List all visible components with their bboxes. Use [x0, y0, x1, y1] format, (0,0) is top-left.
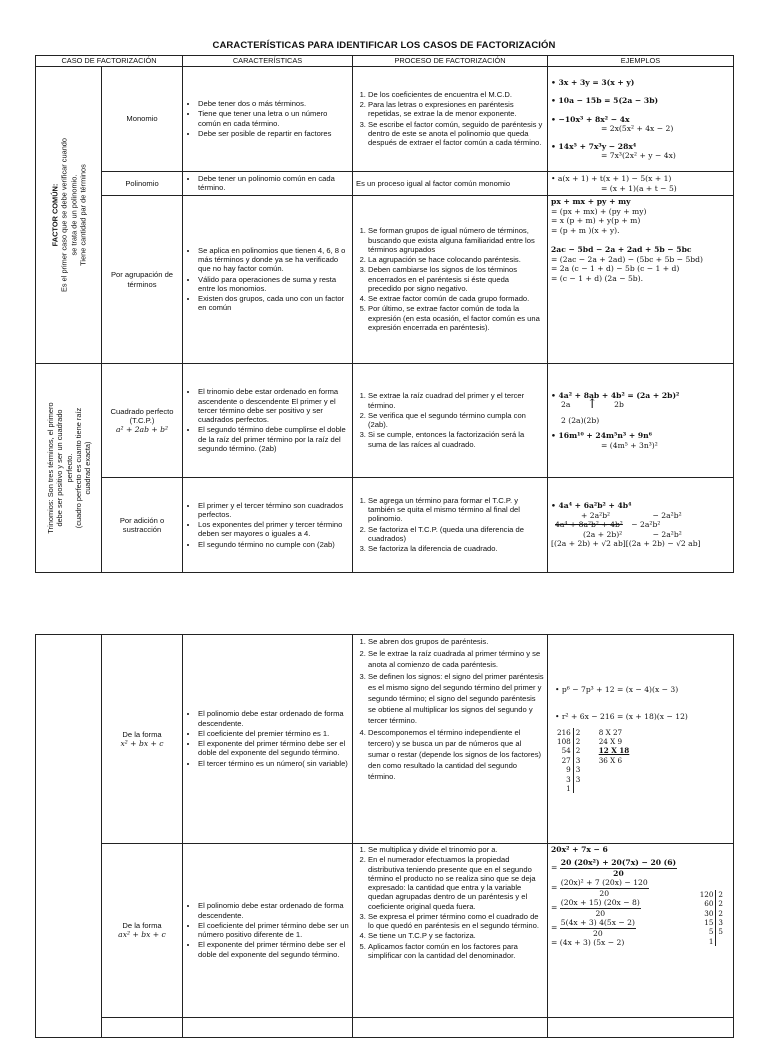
group-factor-comun [36, 67, 102, 364]
group-trinomios [36, 364, 102, 573]
factor-pairs: 8 X 27 24 X 9 12 X 18 36 X 6 [598, 727, 630, 765]
monomio-proceso: 1. De los coeficientes de encuentra el M.C.D. 2. Para las letras o expresiones en paréntesis repetidas, se extrae la de menor exponente. 3. Se escribe el factor común, seguido de paréntesis y dentro de este se anota el polinomio que queda después de extraer el factor común a cada término. [353, 67, 548, 172]
up-arrow-icon: ↑ [586, 397, 598, 413]
group-trinomios-label: Trinomios: Son tres términos, el primero debe ser positivo y ser un cuadrado perfecto. (cuadro perfecto es cuanto tiene raíz cuadrad exacta) [45, 402, 92, 534]
case-forma-1: De la forma x² + bx + c [102, 635, 183, 844]
forma1-ejemplos: • p⁶ − 7p³ + 12 = (x − 4)(x − 3) • r² + 6x − 216 = (x + 18)(x − 12) 216 108 54 27 9 3 1 2 2 2 3 3 3 8 X 27 24 X 9 12 X 18 36 X 6 [548, 635, 734, 844]
header-caso: CASO DE FACTORIZACIÓN [36, 56, 183, 67]
adicion-proceso: 1. Se agrega un término para formar el T.C.P. y también se quita el mismo término al final del polinomio. 2. Se factoriza el T.C.P. (queda una diferencia de cuadrados) 3. Se factoriza la diferencia de cuadrado. [353, 478, 548, 573]
case-forma-2: De la forma ax² + bx + c [102, 844, 183, 1018]
case-polinomio: Polinomio [102, 172, 183, 196]
forma1-caracteristicas: • El polinomio debe estar ordenado de forma descendente. • El coeficiente del premier término es 1. • El exponente del primer término debe ser el doble del exponente del segundo término. • El tercer término es un número( sin variable) [183, 635, 353, 844]
document-title: CARACTERÍSTICAS PARA IDENTIFICAR LOS CASOS DE FACTORIZACIÓN [212, 40, 556, 51]
forma2-proceso: 1. Se multiplica y divide el trinomio por a. 2. En el numerador efectuamos la propiedad distributiva teniendo presente que en el segundo término el producto no se realiza sino que se deja expresado: la cantidad que entra y la variable quedan agrupadas dentro de un paréntesis y el coeficiente original queda fuera. 3. Se expresa el primer término como el cuadrado de lo que quedó en paréntesis en el segundo término. 4. Se tiene un T.C.P y se factoriza. 5. Aplicamos factor común en los factores para simplificar con la cantidad del denominador. [353, 844, 548, 1018]
polinomio-caracteristicas: • Debe tener un polinomio común en cada término. [183, 172, 353, 196]
group-trinomio-forma [36, 635, 102, 1038]
tcp-proceso: 1. Se extrae la raíz cuadrad del primer y el tercer término. 2. Se verifica que el segundo término cumpla con (2ab). 3. Si se cumple, entonces la factorización será la suma de las raíces al cuadrado. [353, 364, 548, 478]
case-agrupacion: Por agrupación de términos [102, 196, 183, 364]
tcp-ejemplos: • 4a² + 8ab + 4b² = (2a + 2b)² 2a ↑ 2b 2 (2a)(2b) • 16m¹⁰ + 24m⁵n³ + 9n⁶ = (4m⁵ + 3n³)² [548, 364, 734, 478]
factorization-table-bottom [35, 634, 734, 1038]
header-caracteristicas: CARACTERÍSTICAS [183, 56, 353, 67]
polinomio-proceso: Es un proceso igual al factor común monomio [353, 172, 548, 196]
case-monomio: Monomio [102, 67, 183, 172]
monomio-ejemplos: • 3x + 3y = 3(x + y) • 10a − 15b = 5(2a − 3b) • −10x³ + 8x² − 4x = 2x(5x² + 4x − 2) • 14x⁵ + 7x³y − 28x⁴ = 7x³(2x² + y − 4x) [548, 67, 734, 172]
agrupacion-caracteristicas: • Se aplica en polinomios que tienen 4, 6, 8 o más términos y donde ya se ha verificado que no hay factor común. • Válido para operaciones de suma y resta entre los monomios. • Existen dos grupos, cada uno con un factor en común [183, 196, 353, 364]
header-ejemplos: EJEMPLOS [548, 56, 734, 67]
adicion-caracteristicas: • El primer y el tercer término son cuadrados perfectos. • Los exponentes del primer y tercer término deben ser mayores o iguales a 4. • El segundo término no cumple con (2ab) [183, 478, 353, 573]
header-proceso: PROCESO DE FACTORIZACIÓN [353, 56, 548, 67]
polinomio-ejemplos: • a(x + 1) + t(x + 1) − 5(x + 1) = (x + 1)(a + t − 5) [548, 172, 734, 196]
monomio-caracteristicas: • Debe tener dos o más términos. • Tiene que tener una letra o un número común en cada término. • Debe ser posible de repartir en factores [183, 67, 353, 172]
adicion-ejemplos: • 4a⁴ + 6a²b² + 4b⁴ + 2a²b² − 2a²b² 4a⁴ + 8a²b² + 4b² − 2a²b² (2a + 2b)² − 2a²b² [(2a + 2b) + √2 ab][(2a + 2b) − √2 ab] [548, 478, 734, 573]
forma1-proceso: 1. Se abren dos grupos de paréntesis. 2. Se le extrae la raíz cuadrada al primer término y se anota al comienzo de cada paréntesis. 3. Se definen los signos: el signo del primer paréntesis es el mismo signo del segundo término del primer y segundo término; el signo del segundo paréntesis se obtiene al multiplicar los signos del segundo y tercer término. 4. Descomponemos el término independiente el tercero) y se busca un par de números que al sumar o restar (depende los signos de los factores) den como resultado la cantidad del segundo término. [353, 635, 548, 844]
factor-decomposition-216: 216 108 54 27 9 3 1 2 2 2 3 3 3 8 X 27 24 X 9 12 X 18 36 X 6 [557, 727, 630, 793]
group-factor-comun-label: FACTOR COMÚN: Es el primer caso que se debe verificar cuando se trata de un polinomio. Tiene cantidad par de términos [50, 137, 87, 293]
case-adicion: Por adición o sustracción [102, 478, 183, 573]
factorization-table-top [35, 55, 734, 573]
forma2-ejemplos: 20x² + 7x − 6 = $\frac{\text{20 (20x²) + 20(7x) − 20 (6)}}{20}$ = $\frac{\text{(20x)² + 7 (20x) − 120}}{20}$ = $\frac{(20x + 15) (20x - 8)}{20}$ = $\frac{5(4x + 3) 4(5x - 2)}{20}$ = (4x + 3) (5x − 2) 120 60 30 15 5 1 2 2 2 3 5 [548, 844, 734, 1018]
factor-decomposition-120: 120 60 30 15 5 1 2 2 2 3 5 [699, 890, 723, 946]
case-tcp: Cuadrado perfecto (T.C.P.) a² + 2ab + b² [102, 364, 183, 478]
agrupacion-ejemplos: px + mx + py + my = (px + mx) + (py + my) = x (p + m) + y(p + m) = (p + m )(x + y). 2ac − 5bd − 2a + 2ad + 5b − 5bc = (2ac − 2a + 2ad) − (5bc + 5b − 5bd) = 2a (c − 1 + d) − 5b (c − 1 + d) = (c − 1 + d) (2a − 5b). [548, 196, 734, 364]
cutoff-cell [102, 1018, 183, 1038]
forma2-caracteristicas: • El polinomio debe estar ordenado de forma descendente. • El coeficiente del primer término debe ser un número positivo diferente de 1. • El exponente del primer término debe ser el doble del exponente del segundo término. [183, 844, 353, 1018]
agrupacion-proceso: 1. Se forman grupos de igual número de términos, buscando que exista alguna familiaridad entre los términos agrupados 2. La agrupación se hace colocando paréntesis. 3. Deben cambiarse los signos de los términos encerrados en el paréntesis si éste queda precedido por signo negativo. 4. Se extrae factor común de cada grupo formado. 5. Por último, se extrae factor común de toda la expresión (en esta ocasión, el factor común es una expresión encerrada en paréntesis). [353, 196, 548, 364]
tcp-caracteristicas: • El trinomio debe estar ordenado en forma ascendente o descendente El primer y el tercer término debe ser positivo y ser cuadrados perfectos. • El segundo término debe cumplirse el doble de la raíz del primer término por la raíz del segundo término. (2ab) [183, 364, 353, 478]
